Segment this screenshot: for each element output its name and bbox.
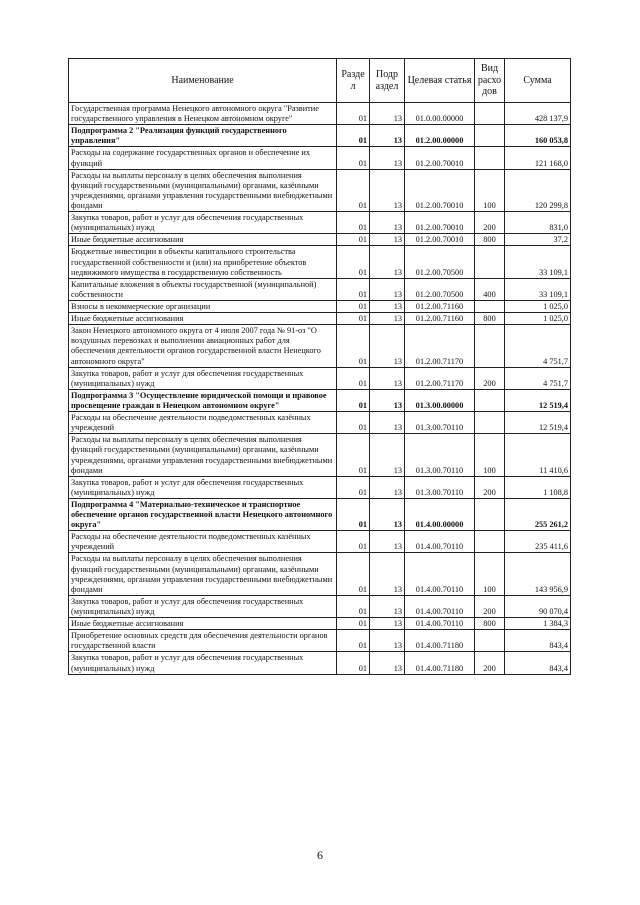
cell-razdel: 01 [337, 531, 370, 553]
table-row [69, 278, 571, 300]
cell-razdel: 01 [337, 212, 370, 234]
cell-sum: 12 519,4 [505, 412, 571, 434]
cell-podrazdel: 13 [370, 246, 405, 278]
cell-target: 01.4.00.71180 [405, 630, 475, 652]
cell-vid: 200 [475, 367, 505, 389]
cell-name: Расходы на выплаты персоналу в целях обеспечения выполнения функций государственными (муниципальными) органами, казёнными учреждениями, органами управления государственными внебюджетными фондами [69, 553, 337, 595]
table-row [69, 434, 571, 476]
cell-vid: 100 [475, 169, 505, 211]
cell-vid: 800 [475, 313, 505, 325]
cell-vid [475, 125, 505, 147]
cell-razdel: 01 [337, 313, 370, 325]
cell-razdel: 01 [337, 389, 370, 411]
table-row [69, 300, 571, 312]
cell-podrazdel: 13 [370, 553, 405, 595]
cell-podrazdel: 13 [370, 531, 405, 553]
cell-podrazdel: 13 [370, 234, 405, 246]
cell-podrazdel: 13 [370, 498, 405, 530]
cell-sum: 428 137,9 [505, 103, 571, 125]
cell-podrazdel: 13 [370, 313, 405, 325]
table-row [69, 147, 571, 169]
cell-razdel: 01 [337, 595, 370, 617]
cell-name: Иные бюджетные ассигнования [69, 234, 337, 246]
page-number: 6 [317, 848, 323, 862]
table-row [69, 169, 571, 211]
cell-vid: 200 [475, 212, 505, 234]
cell-razdel: 01 [337, 498, 370, 530]
cell-name: Закупка товаров, работ и услуг для обеспечения государственных (муниципальных) нужд [69, 595, 337, 617]
cell-name: Расходы на содержание государственных органов и обеспечение их функций [69, 147, 337, 169]
table-row [69, 125, 571, 147]
cell-podrazdel: 13 [370, 630, 405, 652]
table-row [69, 234, 571, 246]
table-row [69, 389, 571, 411]
cell-name: Закупка товаров, работ и услуг для обеспечения государственных (муниципальных) нужд [69, 652, 337, 674]
table-row [69, 212, 571, 234]
cell-name: Подпрограмма 3 "Осуществление юридической помощи и правовое просвещение граждан в Ненецком автономном округе" [69, 389, 337, 411]
budget-table [68, 58, 571, 675]
cell-name: Государственная программа Ненецкого автономного округа "Развитие государственного управления в Ненецком автономном округе" [69, 103, 337, 125]
cell-target: 01.2.00.70010 [405, 212, 475, 234]
col-header-sum: Сумма [505, 59, 571, 103]
cell-podrazdel: 13 [370, 652, 405, 674]
cell-target: 01.2.00.70500 [405, 278, 475, 300]
cell-name: Иные бюджетные ассигнования [69, 313, 337, 325]
cell-podrazdel: 13 [370, 169, 405, 211]
cell-razdel: 01 [337, 367, 370, 389]
table-row [69, 618, 571, 630]
cell-target: 01.4.00.70110 [405, 618, 475, 630]
cell-podrazdel: 13 [370, 618, 405, 630]
cell-sum: 90 070,4 [505, 595, 571, 617]
table-row [69, 325, 571, 367]
cell-podrazdel: 13 [370, 103, 405, 125]
cell-target: 01.3.00.00000 [405, 389, 475, 411]
cell-name: Расходы на обеспечение деятельности подведомственных казённых учреждений [69, 531, 337, 553]
cell-target: 01.2.00.00000 [405, 125, 475, 147]
cell-sum: 33 109,1 [505, 246, 571, 278]
cell-sum: 4 751,7 [505, 367, 571, 389]
cell-sum: 120 299,8 [505, 169, 571, 211]
cell-razdel: 01 [337, 147, 370, 169]
cell-razdel: 01 [337, 300, 370, 312]
cell-vid: 100 [475, 434, 505, 476]
cell-name: Закупка товаров, работ и услуг для обеспечения государственных (муниципальных) нужд [69, 212, 337, 234]
cell-razdel: 01 [337, 412, 370, 434]
cell-target: 01.2.00.70010 [405, 169, 475, 211]
cell-sum: 235 411,6 [505, 531, 571, 553]
table-row [69, 630, 571, 652]
cell-name: Закупка товаров, работ и услуг для обеспечения государственных (муниципальных) нужд [69, 367, 337, 389]
cell-name: Капитальные вложения в объекты государственной (муниципальной) собственности [69, 278, 337, 300]
cell-vid: 200 [475, 476, 505, 498]
cell-vid: 200 [475, 652, 505, 674]
cell-podrazdel: 13 [370, 300, 405, 312]
cell-podrazdel: 13 [370, 212, 405, 234]
cell-sum: 12 519,4 [505, 389, 571, 411]
cell-name: Расходы на обеспечение деятельности подведомственных казённых учреждений [69, 412, 337, 434]
cell-razdel: 01 [337, 169, 370, 211]
cell-vid: 400 [475, 278, 505, 300]
cell-target: 01.4.00.00000 [405, 498, 475, 530]
table-body [69, 103, 571, 675]
cell-razdel: 01 [337, 246, 370, 278]
cell-podrazdel: 13 [370, 325, 405, 367]
cell-podrazdel: 13 [370, 367, 405, 389]
table-row [69, 595, 571, 617]
cell-sum: 1 384,3 [505, 618, 571, 630]
cell-target: 01.0.00.00000 [405, 103, 475, 125]
cell-target: 01.4.00.70110 [405, 595, 475, 617]
cell-sum: 1 108,8 [505, 476, 571, 498]
table-row [69, 367, 571, 389]
cell-target: 01.2.00.71170 [405, 367, 475, 389]
cell-name: Закон Ненецкого автономного округа от 4 июля 2007 года № 91-оз "О воздушных перевозках и выполнении авиационных работ для обеспечения деятельности органов государственной власти Ненецкого автономного округа" [69, 325, 337, 367]
cell-vid [475, 325, 505, 367]
cell-vid: 100 [475, 553, 505, 595]
col-header-target: Целевая статья [405, 59, 475, 103]
cell-sum: 843,4 [505, 652, 571, 674]
cell-vid [475, 412, 505, 434]
cell-sum: 4 751,7 [505, 325, 571, 367]
cell-razdel: 01 [337, 125, 370, 147]
cell-podrazdel: 13 [370, 434, 405, 476]
table-row [69, 103, 571, 125]
cell-vid: 200 [475, 595, 505, 617]
cell-razdel: 01 [337, 618, 370, 630]
cell-target: 01.3.00.70110 [405, 434, 475, 476]
cell-vid [475, 246, 505, 278]
cell-name: Расходы на выплаты персоналу в целях обеспечения выполнения функций государственными (муниципальными) органами, казёнными учреждениями, органами управления государственными внебюджетными фондами [69, 169, 337, 211]
table-row [69, 498, 571, 530]
cell-razdel: 01 [337, 325, 370, 367]
table-row [69, 531, 571, 553]
cell-podrazdel: 13 [370, 125, 405, 147]
cell-sum: 843,4 [505, 630, 571, 652]
cell-sum: 121 168,0 [505, 147, 571, 169]
cell-vid: 800 [475, 618, 505, 630]
col-header-name: Наименование [69, 59, 337, 103]
cell-target: 01.3.00.70110 [405, 476, 475, 498]
cell-podrazdel: 13 [370, 389, 405, 411]
cell-podrazdel: 13 [370, 147, 405, 169]
cell-razdel: 01 [337, 553, 370, 595]
table-row [69, 412, 571, 434]
cell-vid [475, 103, 505, 125]
table-row [69, 652, 571, 674]
table-row [69, 553, 571, 595]
cell-vid [475, 300, 505, 312]
col-header-razdel: Разде л [337, 59, 370, 103]
cell-name: Расходы на выплаты персоналу в целях обеспечения выполнения функций государственными (муниципальными) органами, казёнными учреждениями, органами управления государственными внебюджетными фондами [69, 434, 337, 476]
table-row [69, 476, 571, 498]
cell-vid [475, 531, 505, 553]
cell-vid: 800 [475, 234, 505, 246]
cell-podrazdel: 13 [370, 595, 405, 617]
cell-sum: 1 025,0 [505, 313, 571, 325]
cell-name: Иные бюджетные ассигнования [69, 618, 337, 630]
cell-target: 01.4.00.70110 [405, 531, 475, 553]
cell-vid [475, 147, 505, 169]
cell-sum: 33 109,1 [505, 278, 571, 300]
cell-sum: 831,0 [505, 212, 571, 234]
cell-razdel: 01 [337, 278, 370, 300]
cell-sum: 1 025,0 [505, 300, 571, 312]
cell-sum: 160 053,8 [505, 125, 571, 147]
cell-vid [475, 498, 505, 530]
cell-vid [475, 389, 505, 411]
table-row [69, 313, 571, 325]
cell-target: 01.4.00.71180 [405, 652, 475, 674]
cell-razdel: 01 [337, 476, 370, 498]
col-header-podrazdel: Подр аздел [370, 59, 405, 103]
cell-target: 01.2.00.71160 [405, 313, 475, 325]
cell-podrazdel: 13 [370, 412, 405, 434]
cell-razdel: 01 [337, 630, 370, 652]
cell-razdel: 01 [337, 234, 370, 246]
cell-sum: 255 261,2 [505, 498, 571, 530]
cell-podrazdel: 13 [370, 278, 405, 300]
cell-target: 01.2.00.70500 [405, 246, 475, 278]
cell-name: Подпрограмма 4 "Материально-техническое и транспортное обеспечение органов государственной власти Ненецкого автономного округа" [69, 498, 337, 530]
cell-vid [475, 630, 505, 652]
cell-target: 01.2.00.71170 [405, 325, 475, 367]
cell-name: Взносы в некоммерческие организации [69, 300, 337, 312]
col-header-vid: Вид расхо дов [475, 59, 505, 103]
cell-razdel: 01 [337, 103, 370, 125]
cell-target: 01.2.00.70010 [405, 234, 475, 246]
cell-name: Бюджетные инвестиции в объекты капитального строительства государственной собственности и (или) на приобретение объектов недвижимого имущества в государственную собственность [69, 246, 337, 278]
cell-name: Приобретение основных средств для обеспечения деятельности органов государственной власти [69, 630, 337, 652]
cell-name: Закупка товаров, работ и услуг для обеспечения государственных (муниципальных) нужд [69, 476, 337, 498]
cell-podrazdel: 13 [370, 476, 405, 498]
cell-sum: 37,2 [505, 234, 571, 246]
cell-target: 01.2.00.71160 [405, 300, 475, 312]
cell-target: 01.4.00.70110 [405, 553, 475, 595]
cell-target: 01.2.00.70010 [405, 147, 475, 169]
cell-razdel: 01 [337, 652, 370, 674]
table-header-row [69, 59, 571, 103]
cell-razdel: 01 [337, 434, 370, 476]
cell-target: 01.3.00.70110 [405, 412, 475, 434]
cell-sum: 11 410,6 [505, 434, 571, 476]
table-row [69, 246, 571, 278]
cell-sum: 143 956,9 [505, 553, 571, 595]
cell-name: Подпрограмма 2 "Реализация функций государственного управления" [69, 125, 337, 147]
